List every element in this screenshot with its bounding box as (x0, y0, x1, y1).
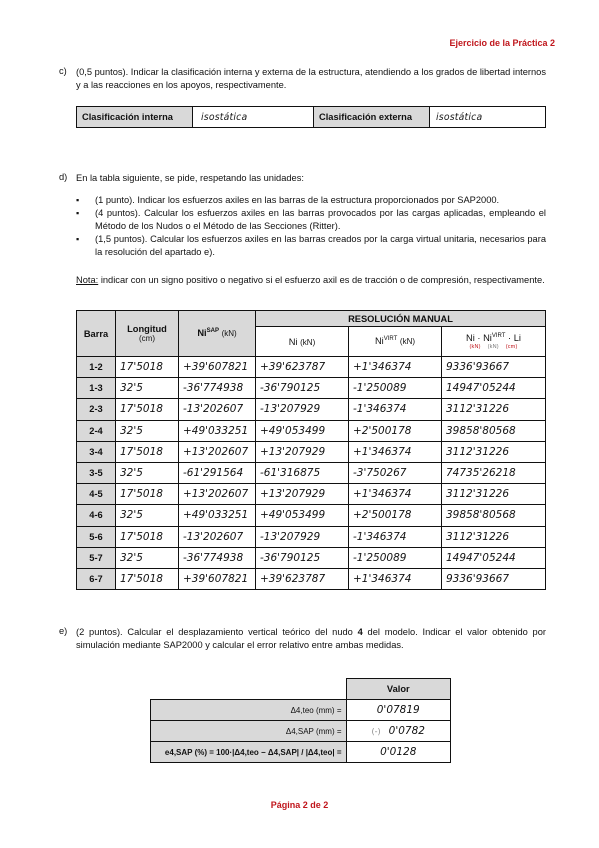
cell-longitud: 17'5018 (116, 568, 179, 589)
cell-prod: 39858'80568 (442, 420, 546, 441)
col-header-nvirt-sup: VIRT (383, 336, 398, 343)
table-row (77, 378, 546, 399)
cell-n: +13'207929 (256, 441, 349, 462)
cell-barra: 3-4 (77, 441, 116, 462)
cell-longitud: 32'5 (116, 378, 179, 399)
col-header-nvirt (349, 327, 442, 357)
cell-longitud: 17'5018 (116, 399, 179, 420)
cell-longitud: 17'5018 (116, 526, 179, 547)
cell-n: +39'623787 (256, 357, 349, 378)
cell-nvirt: +1'346374 (349, 357, 442, 378)
cell-barra: 6-7 (77, 568, 116, 589)
displacement-prefix: (-) (371, 727, 381, 736)
cell-n: +39'623787 (256, 568, 349, 589)
cell-nvirt: -3'750267 (349, 462, 442, 483)
classification-table (76, 106, 546, 128)
bullet-item: ▪ (1,5 puntos). Calcular los esfuerzos axiles en las barras creados por la carga virtual unitaria, necesarios para la resolución del apartado e). (76, 233, 546, 259)
cell-nvirt: -1'346374 (349, 526, 442, 547)
cell-prod: 14947'05244 (442, 547, 546, 568)
table-row (77, 357, 546, 378)
table-row (77, 441, 546, 462)
cell-nsap: +13'202607 (179, 484, 256, 505)
displacement-row (151, 721, 451, 742)
table-row (77, 505, 546, 526)
cell-nvirt: +1'346374 (349, 484, 442, 505)
table-row (77, 547, 546, 568)
cell-barra: 5-6 (77, 526, 116, 547)
displacement-row (151, 742, 451, 763)
cell-nvirt: -1'250089 (349, 378, 442, 399)
col-header-longitud-unit: (cm) (139, 334, 155, 343)
page-footer: Página 2 de 2 (270, 800, 329, 810)
col-header-nsap-unit: (kN) (221, 329, 237, 339)
col-header-nvirt-unit: (kN) (399, 337, 416, 347)
empty-corner (151, 679, 347, 700)
displacement-label: Δ4,teo (mm) = (151, 700, 347, 721)
cell-nvirt: -1'346374 (349, 399, 442, 420)
cell-n: -61'316875 (256, 462, 349, 483)
cell-barra: 2-3 (77, 399, 116, 420)
col-header-barra: Barra (77, 311, 116, 357)
col-header-nsap-sup: SAP (206, 328, 219, 335)
cell-longitud: 32'5 (116, 462, 179, 483)
col-header-n-unit: (kN) (300, 337, 316, 347)
col-header-product-unit: (kN) (487, 343, 499, 350)
section-e-label: e) (59, 626, 68, 636)
displacement-value-text: 0'0782 (388, 725, 425, 737)
cell-nsap: +39'607821 (179, 568, 256, 589)
cell-n: +49'053499 (256, 505, 349, 526)
internal-classification-value: isostática (193, 107, 314, 128)
cell-nsap: -36'774938 (179, 547, 256, 568)
section-e-text-before: (2 puntos). Calcular el desplazamiento vertical teórico del nudo (76, 627, 358, 637)
col-header-valor: Valor (346, 679, 451, 700)
cell-prod: 9336'93667 (442, 357, 546, 378)
cell-barra: 2-4 (77, 420, 116, 441)
table-row (77, 568, 546, 589)
cell-barra: 4-6 (77, 505, 116, 526)
col-header-nsap-label: Ni (197, 328, 207, 339)
col-header-longitud (116, 311, 179, 357)
col-header-nsap (179, 311, 256, 357)
table-row (77, 526, 546, 547)
cell-n: -13'207929 (256, 399, 349, 420)
col-header-product-label: Ni · Ni (466, 333, 492, 344)
cell-barra: 5-7 (77, 547, 116, 568)
displacement-label: Δ4,SAP (mm) = (151, 721, 347, 742)
cell-longitud: 17'5018 (116, 441, 179, 462)
group-header-manual: RESOLUCIÓN MANUAL (256, 311, 546, 327)
section-d-bullets (76, 194, 546, 259)
section-e-text (76, 626, 546, 652)
cell-prod: 3112'31226 (442, 441, 546, 462)
table-row (77, 420, 546, 441)
cell-n: -13'207929 (256, 526, 349, 547)
cell-nvirt: +1'346374 (349, 441, 442, 462)
cell-prod: 3112'31226 (442, 526, 546, 547)
cell-n: -36'790125 (256, 547, 349, 568)
cell-nvirt: +1'346374 (349, 568, 442, 589)
displacement-value (346, 742, 451, 763)
cell-n: +13'207929 (256, 484, 349, 505)
cell-nvirt: +2'500178 (349, 505, 442, 526)
note-label: Nota: (76, 275, 99, 285)
col-header-product-unit: (kN) (469, 343, 481, 350)
section-c-label: c) (59, 66, 67, 76)
cell-n: -36'790125 (256, 378, 349, 399)
cell-nsap: -13'202607 (179, 399, 256, 420)
table-row (77, 399, 546, 420)
displacement-table (150, 678, 451, 763)
cell-longitud: 32'5 (116, 547, 179, 568)
section-d-intro: En la tabla siguiente, se pide, respetando las unidades: (76, 173, 304, 183)
cell-prod: 14947'05244 (442, 378, 546, 399)
cell-barra: 1-2 (77, 357, 116, 378)
cell-nsap: +49'033251 (179, 420, 256, 441)
cell-nsap: -61'291564 (179, 462, 256, 483)
cell-n: +49'053499 (256, 420, 349, 441)
cell-longitud: 32'5 (116, 505, 179, 526)
table-row (77, 484, 546, 505)
displacement-label: e4,SAP (%) = 100·|Δ4,teo − Δ4,SAP| / |Δ4,teo| = (151, 742, 347, 763)
table-row (77, 462, 546, 483)
cell-barra: 1-3 (77, 378, 116, 399)
cell-nvirt: -1'250089 (349, 547, 442, 568)
internal-classification-label: Clasificación interna (77, 107, 193, 128)
col-header-product-sup: VIRT (491, 333, 506, 340)
cell-prod: 3112'31226 (442, 484, 546, 505)
cell-nsap: +13'202607 (179, 441, 256, 462)
cell-prod: 39858'80568 (442, 505, 546, 526)
col-header-product-tail: · Li (505, 333, 521, 344)
external-classification-value: isostática (430, 107, 546, 128)
displacement-value-text: 0'07819 (376, 704, 420, 716)
col-header-product-unit: (cm) (505, 343, 518, 350)
col-header-n (256, 327, 349, 357)
cell-nvirt: +2'500178 (349, 420, 442, 441)
col-header-longitud-label: Longitud (127, 324, 167, 334)
cell-nsap: -13'202607 (179, 526, 256, 547)
section-d-note (76, 274, 546, 287)
bullet-item: ▪ (4 puntos). Calcular los esfuerzos axiles en las barras provocados por las cargas aplicadas, empleando el Método de los Nudos o el Método de las Secciones (Ritter). (76, 207, 546, 233)
cell-prod: 9336'93667 (442, 568, 546, 589)
cell-nsap: -36'774938 (179, 378, 256, 399)
table-body (77, 357, 546, 590)
cell-nsap: +39'607821 (179, 357, 256, 378)
page-header-title: Ejercicio de la Práctica 2 (449, 38, 555, 48)
cell-barra: 4-5 (77, 484, 116, 505)
external-classification-label: Clasificación externa (314, 107, 430, 128)
note-text: indicar con un signo positivo o negativo si el esfuerzo axil es de tracción o de compresión, respectivamente. (98, 275, 545, 285)
axial-forces-table (76, 310, 546, 590)
displacement-row (151, 700, 451, 721)
section-e-text-after: del modelo. Indicar el valor obtenido por simulación mediante SAP2000 y calcular el error relativo entre ambas medidas. (76, 627, 546, 650)
displacement-value (346, 700, 451, 721)
col-header-product (442, 327, 546, 357)
section-d-label: d) (59, 172, 68, 182)
col-header-n-label: Ni (288, 336, 298, 347)
section-c-text: (0,5 puntos). Indicar la clasificación interna y externa de la estructura, atendiendo a los grados de libertad internos y a las reacciones en los apoyos, respectivamente. (76, 67, 546, 90)
displacement-value (346, 721, 451, 742)
cell-prod: 3112'31226 (442, 399, 546, 420)
col-header-nvirt-label: Ni (374, 336, 384, 347)
bullet-item: ▪ (1 punto). Indicar los esfuerzos axiles en las barras de la estructura proporcionados por SAP2000. (76, 194, 546, 207)
cell-longitud: 17'5018 (116, 484, 179, 505)
cell-longitud: 17'5018 (116, 357, 179, 378)
cell-prod: 74735'26218 (442, 462, 546, 483)
cell-longitud: 32'5 (116, 420, 179, 441)
cell-barra: 3-5 (77, 462, 116, 483)
section-e-node: 4 (357, 627, 363, 637)
displacement-value-text: 0'0128 (380, 746, 417, 758)
cell-nsap: +49'033251 (179, 505, 256, 526)
